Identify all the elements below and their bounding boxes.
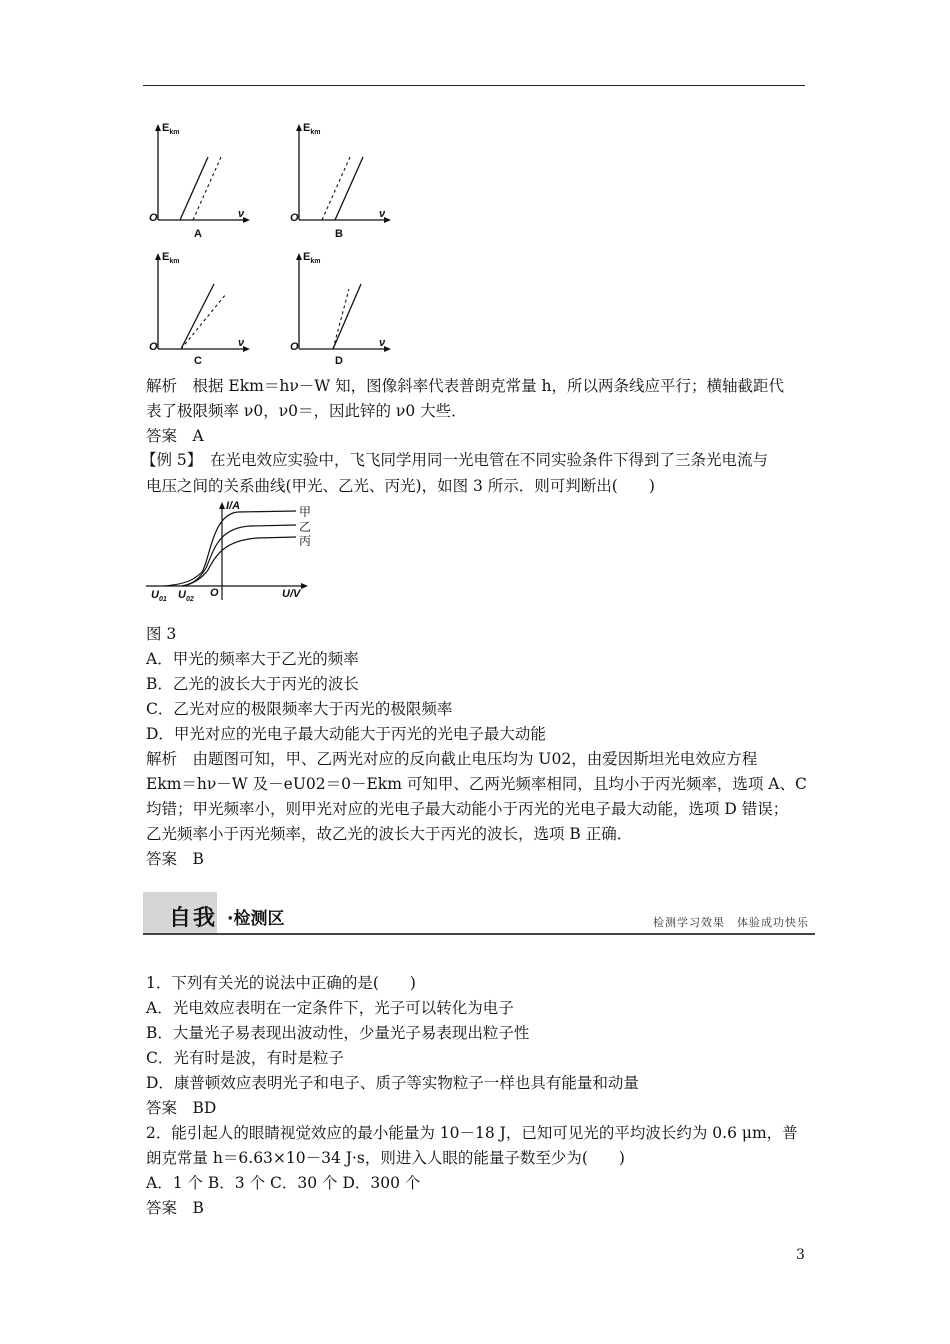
q1-stem: 1．下列有关光的说法中正确的是( ) (146, 974, 416, 992)
graph-b-caption: B (335, 228, 343, 240)
graph-d-ysub: km (310, 258, 321, 266)
graph-option-d (287, 249, 397, 367)
section-title-rest: ·检测区 (227, 909, 285, 929)
graph-c-xlabel: ν (238, 337, 245, 349)
example5-option-a: A．甲光的频率大于乙光的频率 (146, 650, 359, 668)
section-slogan: 检测学习效果 体验成功快乐 (653, 916, 809, 929)
section-title-main: 自我 (169, 906, 218, 931)
graph-c-origin: O (149, 341, 158, 353)
graph-a-xlabel: ν (238, 208, 245, 220)
fig3-curve-jia: 甲 (299, 505, 312, 519)
graph-a-caption: A (194, 228, 202, 240)
q2-options: A．1 个 B．3 个 C．30 个 D．300 个 (146, 1174, 421, 1192)
graph-a-origin: O (149, 212, 158, 224)
example5-line2: 电压之间的关系曲线(甲光、乙光、丙光)，如图 3 所示．则可判断出( ) (146, 477, 655, 495)
example5-option-d: D．甲光对应的光电子最大动能大于丙光的光电子最大动能 (146, 725, 546, 743)
fig3-u01: U (151, 589, 159, 601)
graph-a-ysub: km (169, 129, 180, 137)
example5-line1: 【例 5】 在光电效应实验中，飞飞同学用同一光电管在不同实验条件下得到了三条光电流与 (141, 451, 769, 469)
fig3-u01-sub: 01 (158, 596, 167, 604)
q1-option-a: A．光电效应表明在一定条件下，光子可以转化为电子 (146, 999, 514, 1017)
analysis5-line1: 解析 由题图可知，甲、乙两光对应的反向截止电压均为 U02，由爱因斯坦光电效应方程 (146, 750, 758, 768)
fig3-curve-yi: 乙 (299, 520, 312, 534)
q1-option-c: C．光有时是波，有时是粒子 (146, 1049, 344, 1067)
fig3-xlabel: U/V (282, 588, 301, 600)
graph-a-ylabel: E (162, 122, 170, 134)
q2-answer: 答案 B (146, 1199, 204, 1217)
graph-option-a (146, 120, 256, 240)
section-header-rule (143, 933, 815, 935)
fig3-origin: O (210, 587, 219, 599)
graph-d-xlabel: ν (379, 337, 386, 349)
q1-answer: 答案 BD (146, 1099, 217, 1117)
fig3-ylabel: I/A (226, 500, 241, 512)
example5-option-b: B．乙光的波长大于丙光的波长 (146, 675, 359, 693)
graph-b-xlabel: ν (379, 208, 386, 220)
graph-option-c (146, 249, 256, 367)
q1-option-b: B．大量光子易表现出波动性，少量光子易表现出粒子性 (146, 1024, 530, 1042)
analysis5-line3: 均错；甲光频率小，则甲光对应的光电子最大动能小于丙光的光电子最大动能，选项 D 错误； (146, 800, 789, 818)
answer1: 答案 A (146, 427, 204, 445)
fig3-u02: U (178, 589, 186, 601)
fig3-u02-sub: 02 (185, 596, 194, 604)
fig3-curve-bing: 丙 (299, 534, 312, 548)
graph-b-ysub: km (310, 129, 321, 137)
analysis5-line4: 乙光频率小于丙光频率，故乙光的波长大于丙光的波长，选项 B 正确． (146, 825, 633, 843)
analysis1-line2: 表了极限频率 ν0，ν0＝，因此锌的 ν0 大些． (146, 402, 467, 420)
graph-b-ylabel: E (303, 122, 311, 134)
graph-c-ylabel: E (162, 251, 170, 263)
graph-d-origin: O (290, 341, 299, 353)
graph-c-ysub: km (169, 258, 180, 266)
analysis1-line1: 解析 根据 Ekm＝hν－W 知，图像斜率代表普朗克常量 h，所以两条线应平行；横轴截距代 (146, 377, 785, 395)
example5-option-c: C．乙光对应的极限频率大于丙光的极限频率 (146, 700, 453, 718)
q2-stem-line2: 朗克常量 h＝6.63×10－34 J·s，则进入人眼的能量子数至少为( ) (146, 1149, 625, 1167)
page-number: 3 (796, 1247, 805, 1263)
analysis5-line2: Ekm＝hν－W 及－eU02＝0－Ekm 可知甲、乙两光频率相同，且均小于丙光频率，选项 A、C (146, 775, 807, 793)
graph-d-ylabel: E (303, 251, 311, 263)
header-rule (143, 85, 805, 86)
section-header (143, 892, 815, 936)
answer5: 答案 B (146, 850, 204, 868)
q2-stem-line1: 2．能引起人的眼睛视觉效应的最小能量为 10－18 J，已知可见光的平均波长约为 0.6 μm，普 (146, 1124, 798, 1142)
graph-option-b (287, 120, 397, 240)
graph-c-caption: C (194, 355, 202, 367)
graph-b-origin: O (290, 212, 299, 224)
graph-d-caption: D (335, 355, 343, 367)
figure-3 (146, 500, 316, 609)
q1-option-d: D．康普顿效应表明光子和电子、质子等实物粒子一样也具有能量和动量 (146, 1074, 639, 1092)
figure-3-caption: 图 3 (146, 625, 177, 643)
